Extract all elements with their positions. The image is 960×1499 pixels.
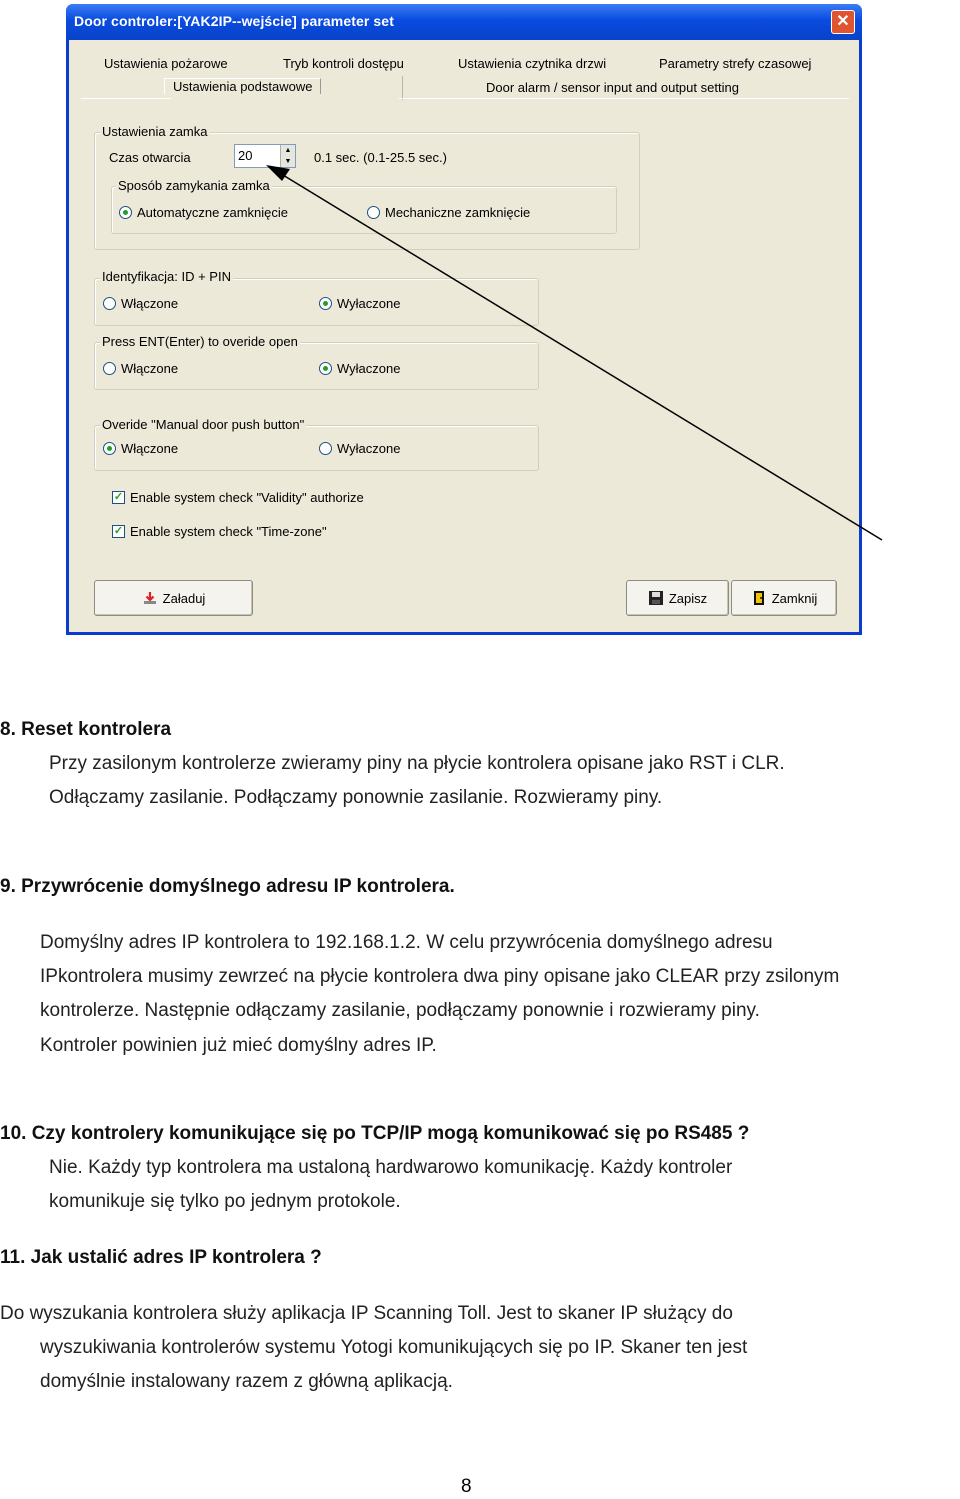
tab-access-mode[interactable]: Tryb kontroli dostępu — [283, 56, 404, 71]
open-time-hint: 0.1 sec. (0.1-25.5 sec.) — [314, 150, 447, 165]
lock-settings-label: Ustawienia zamka — [102, 124, 208, 139]
tab-fire-settings[interactable]: Ustawienia pożarowe — [104, 56, 228, 71]
id-pin-off-label: Wyłaczone — [337, 296, 401, 311]
tab-reader-settings[interactable]: Ustawienia czytnika drzwi — [458, 56, 607, 71]
section-10-line-2: komunikuje się tylko po jednym protokole. — [49, 1191, 401, 1212]
checkbox-validity[interactable]: ✓ — [113, 491, 124, 503]
section-9-line-3: kontrolerze. Następnie odłączamy zasilanie, podłączamy ponownie i rozwieramy piny. — [40, 1000, 760, 1021]
push-off-label: Wyłaczone — [337, 441, 401, 456]
tab-timezone-params[interactable]: Parametry strefy czasowej — [659, 56, 812, 71]
section-8-title: 8. Reset kontrolera — [0, 719, 172, 740]
checkbox-timezone[interactable]: ✓ — [113, 525, 124, 537]
section-9-line-1: Domyślny adres IP kontrolera to 192.168.1.2. W celu przywrócenia domyślnego adresu — [40, 932, 773, 953]
save-button-label: Zapisz — [668, 590, 708, 606]
open-time-value: 20 — [238, 148, 253, 163]
mech-close-label: Mechaniczne zamknięcie — [385, 205, 531, 220]
page-number: 8 — [461, 1476, 472, 1497]
section-8-line-2: Odłączamy zasilanie. Podłączamy ponownie zasilanie. Rozwieramy piny. — [49, 787, 663, 808]
section-11-line-2: wyszukiwania kontrolerów systemu Yotogi komunikujących się po IP. Skaner ten jest — [40, 1337, 748, 1358]
tab-door-alarm[interactable]: Door alarm / sensor input and output setting — [486, 80, 739, 95]
validity-label: Enable system check "Validity" authorize — [130, 490, 364, 505]
section-11-line-1: Do wyszukania kontrolera służy aplikacja IP Scanning Toll. Jest to skaner IP służący do — [0, 1303, 733, 1324]
section-9-line-4: Kontroler powinien już mieć domyślny adres IP. — [40, 1035, 437, 1056]
section-11-line-3: domyślnie instalowany razem z główną aplikacją. — [40, 1371, 453, 1392]
close-mode-label: Sposób zamykania zamka — [118, 178, 270, 193]
push-on-label: Włączone — [121, 441, 179, 456]
auto-close-label: Automatyczne zamknięcie — [137, 205, 289, 220]
id-pin-label: Identyfikacja: ID + PIN — [102, 269, 231, 284]
annotation-arrow — [0, 0, 960, 640]
enter-override-label: Press ENT(Enter) to overide open — [102, 334, 298, 349]
enter-on-label: Włączone — [121, 361, 179, 376]
timezone-label: Enable system check "Time-zone" — [130, 524, 327, 539]
push-button-label: Overide "Manual door push button" — [102, 417, 305, 432]
close-button-label: Zamknij — [771, 590, 818, 606]
tab-basic-settings[interactable]: Ustawienia podstawowe — [164, 78, 321, 94]
section-10-line-1: Nie. Każdy typ kontrolera ma ustaloną hardwarowo komunikację. Każdy kontroler — [49, 1157, 733, 1178]
dialog-title: Door controler:[YAK2IP--wejście] parameter set — [74, 13, 394, 29]
section-8-line-1: Przy zasilonym kontrolerze zwieramy piny na płycie kontrolera opisane jako RST i CLR. — [49, 753, 785, 774]
load-button-label: Załaduj — [162, 590, 206, 606]
close-icon[interactable]: ✕ — [831, 10, 855, 34]
section-9-title: 9. Przywrócenie domyślnego adresu IP kontrolera. — [0, 876, 455, 897]
section-9-line-2: IPkontrolera musimy zewrzeć na płycie kontrolera dwa piny opisane jako CLEAR przy zsilonym — [40, 966, 840, 987]
spinner-arrows-icon[interactable]: ▲ ▼ — [280, 145, 295, 167]
section-10-title: 10. Czy kontrolery komunikujące się po TCP/IP mogą komunikować się po RS485 ? — [0, 1123, 750, 1144]
enter-off-label: Wyłaczone — [337, 361, 401, 376]
open-time-label: Czas otwarcia — [109, 150, 191, 165]
id-pin-on-label: Włączone — [121, 296, 179, 311]
section-11-title: 11. Jak ustalić adres IP kontrolera ? — [0, 1247, 322, 1268]
